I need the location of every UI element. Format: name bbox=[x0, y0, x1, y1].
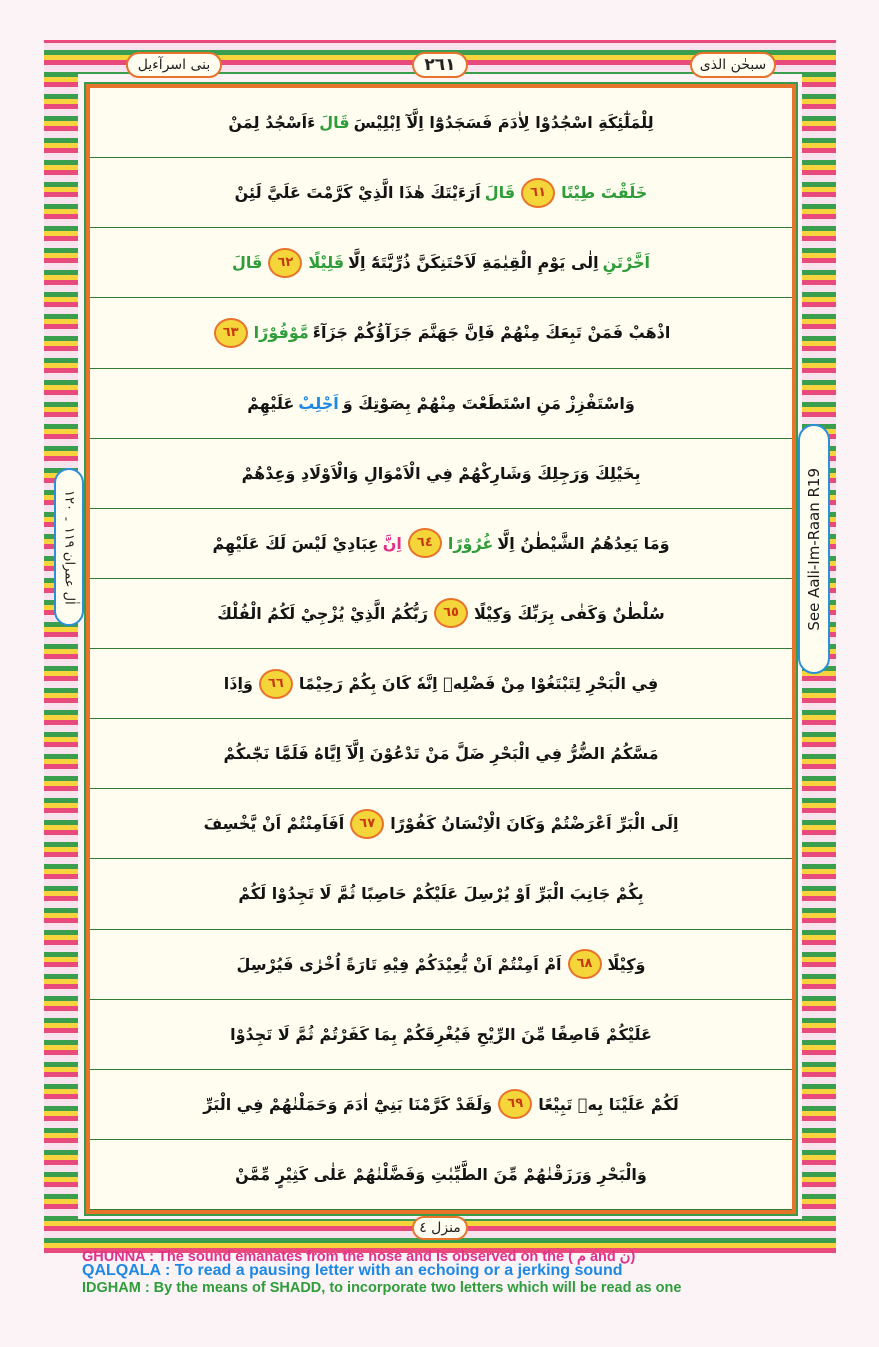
text-line bbox=[90, 649, 792, 719]
verse-text-segment: فِي الْبَحْرِ لِتَبْتَغُوْا مِنْ فَضْلِهٖ اِنَّهٗ كَانَ بِكُمْ رَحِيْمًا bbox=[298, 674, 659, 694]
text-line bbox=[90, 579, 792, 649]
text-line bbox=[90, 719, 792, 789]
legend-ghunna: GHUNNA : The sound emanates from the nose and is observed on the ( م and ن) bbox=[82, 1249, 636, 1265]
side-reference-right bbox=[798, 424, 830, 674]
verse-text-segment: مَّوْفُوْرًا bbox=[253, 323, 309, 343]
verse-text-segment: وَكِيْلًا bbox=[607, 954, 646, 974]
text-line bbox=[90, 1070, 792, 1140]
text-line bbox=[90, 930, 792, 1000]
ayah-number-marker: ٦٩ bbox=[498, 1089, 532, 1119]
side-reference-right-text: See Aali-Im-Raan R19 bbox=[805, 467, 823, 631]
verse-text-segment: اذْهَبْ فَمَنْ تَبِعَكَ مِنْهُمْ فَاِنَّ جَهَنَّمَ جَزَآؤُكُمْ جَزَآءً bbox=[312, 323, 671, 343]
text-line bbox=[90, 298, 792, 368]
para-name-label: سبحٰن الذی bbox=[690, 52, 776, 78]
legend-qalqala: QALQALA : To read a pausing letter with an echoing or a jerking sound bbox=[82, 1262, 623, 1279]
verse-text-segment: عِبَادِيْ لَيْسَ لَكَ عَلَيْهِمْ bbox=[212, 533, 379, 553]
verse-text-segment: لِلْمَلٰٓئِكَةِ اسْجُدُوْا لِاٰدَمَ فَسَجَدُوْٓا اِلَّآ اِبْلِيْسَ bbox=[353, 113, 654, 133]
ayah-number-marker: ٦٤ bbox=[408, 528, 442, 558]
verse-text-segment: اَمْ اَمِنْتُمْ اَنْ يُّعِيْدَكُمْ فِيْهِ تَارَةً اُخْرٰى فَيُرْسِلَ bbox=[236, 954, 562, 974]
verse-text-segment: قَالَ bbox=[319, 113, 350, 133]
verse-text-segment: وَلَقَدْ كَرَّمْنَا بَنِيْٓ اٰدَمَ وَحَمَلْنٰهُمْ فِي الْبَرِّ bbox=[203, 1094, 493, 1114]
ayah-number-marker: ٦١ bbox=[521, 178, 555, 208]
verse-text-segment: بِخَيْلِكَ وَرَجِلِكَ وَشَارِكْهُمْ فِي الْاَمْوَالِ وَالْاَوْلَادِ وَعِدْهُمْ bbox=[241, 463, 641, 483]
verse-text-segment: رَبُّكُمُ الَّذِيْ يُزْجِيْ لَكُمُ الْفُلْكَ bbox=[217, 603, 429, 623]
ayah-number-marker: ٦٣ bbox=[214, 318, 248, 348]
text-line bbox=[90, 859, 792, 929]
verse-text-segment: مَسَّكُمُ الضُّرُّ فِي الْبَحْرِ ضَلَّ مَنْ تَدْعُوْنَ اِلَّآ اِيَّاهُ فَلَمَّا نَجّٰىكُمْ bbox=[223, 744, 659, 764]
legend-idgham: IDGHAM : By the means of SHADD, to incorporate two letters which will be read as one bbox=[82, 1280, 682, 1296]
ayah-number-marker: ٦٧ bbox=[350, 809, 384, 839]
verse-text-segment: اِنَّ bbox=[382, 533, 402, 553]
text-line bbox=[90, 789, 792, 859]
verse-text-segment: اَفَاَمِنْتُمْ اَنْ يَّخْسِفَ bbox=[203, 814, 345, 834]
verse-text-segment: بِكُمْ جَانِبَ الْبَرِّ اَوْ يُرْسِلَ عَلَيْكُمْ حَاصِبًا ثُمَّ لَا تَجِدُوْا لَكُمْ bbox=[238, 884, 644, 904]
quran-text-panel bbox=[86, 84, 796, 1214]
verse-text-segment: خَلَقْتَ طِيْنًا bbox=[561, 183, 648, 203]
verse-text-segment: عَلَيْهِمْ bbox=[247, 393, 295, 413]
ayah-number-marker: ٦٥ bbox=[434, 598, 468, 628]
text-line bbox=[90, 369, 792, 439]
verse-text-segment: وَاسْتَفْزِزْ مَنِ اسْتَطَعْتَ مِنْهُمْ بِصَوْتِكَ وَ bbox=[342, 393, 635, 413]
verse-text-segment: وَمَا يَعِدُهُمُ الشَّيْطٰنُ اِلَّا bbox=[497, 533, 670, 553]
ayah-number-marker: ٦٢ bbox=[268, 248, 302, 278]
ayah-number-marker: ٦٨ bbox=[568, 949, 602, 979]
text-line bbox=[90, 1000, 792, 1070]
verse-text-segment: اَخَّرْتَنِ bbox=[602, 253, 650, 273]
surah-name-label: بنی اسرآءیل bbox=[126, 52, 222, 78]
text-line bbox=[90, 88, 792, 158]
verse-text-segment: عَلَيْكُمْ قَاصِفًا مِّنَ الرِّيْحِ فَيُغْرِقَكُمْ بِمَا كَفَرْتُمْ ثُمَّ لَا تَجِدُوْا bbox=[230, 1024, 652, 1044]
verse-text-segment: قَالَ bbox=[484, 183, 516, 203]
verse-text-segment: قَلِيْلًا bbox=[308, 253, 345, 273]
text-line bbox=[90, 439, 792, 509]
verse-text-segment: اِلَى الْبَرِّ اَعْرَضْتُمْ وَكَانَ الْاِنْسَانُ كَفُوْرًا bbox=[390, 814, 679, 834]
verse-text-segment: غُرُوْرًا bbox=[447, 533, 494, 553]
verse-text-segment: سُلْطٰنٌ وَكَفٰى بِرَبِّكَ وَكِيْلًا bbox=[474, 603, 665, 623]
verse-text-segment: وَاِذَا bbox=[223, 674, 253, 694]
text-line bbox=[90, 1140, 792, 1210]
ayah-number-marker: ٦٦ bbox=[259, 669, 293, 699]
side-reference-left-text: اٰل عمران ۱۱۹ ۔ ۱۲۰ bbox=[61, 489, 77, 605]
verse-text-segment: وَالْبَحْرِ وَرَزَقْنٰهُمْ مِّنَ الطَّيِّبٰتِ وَفَضَّلْنٰهُمْ عَلٰى كَثِيْرٍ مِّمَّنْ bbox=[235, 1164, 647, 1184]
verse-text-segment: قَالَ bbox=[232, 253, 263, 273]
verse-text-segment: لَكُمْ عَلَيْنَا بِهٖ تَبِيْعًا bbox=[538, 1094, 679, 1114]
text-line bbox=[90, 228, 792, 298]
text-line bbox=[90, 509, 792, 579]
page-number: ٢٦١ bbox=[412, 52, 468, 78]
side-reference-left bbox=[54, 468, 84, 626]
verse-text-segment: ءَاَسْجُدُ لِمَنْ bbox=[228, 113, 316, 133]
verse-text-segment: اِلٰى يَوْمِ الْقِيٰمَةِ لَاَحْتَنِكَنَّ ذُرِّيَّتَهٗٓ اِلَّا bbox=[348, 253, 599, 273]
verse-text-segment: اَجْلِبْ bbox=[298, 393, 339, 413]
manzil-label: منزل ٤ bbox=[412, 1216, 468, 1240]
verse-text-segment: اَرَءَيْتَكَ هٰذَا الَّذِيْ كَرَّمْتَ عَلَيَّ لَئِنْ bbox=[234, 183, 481, 203]
text-line bbox=[90, 158, 792, 228]
